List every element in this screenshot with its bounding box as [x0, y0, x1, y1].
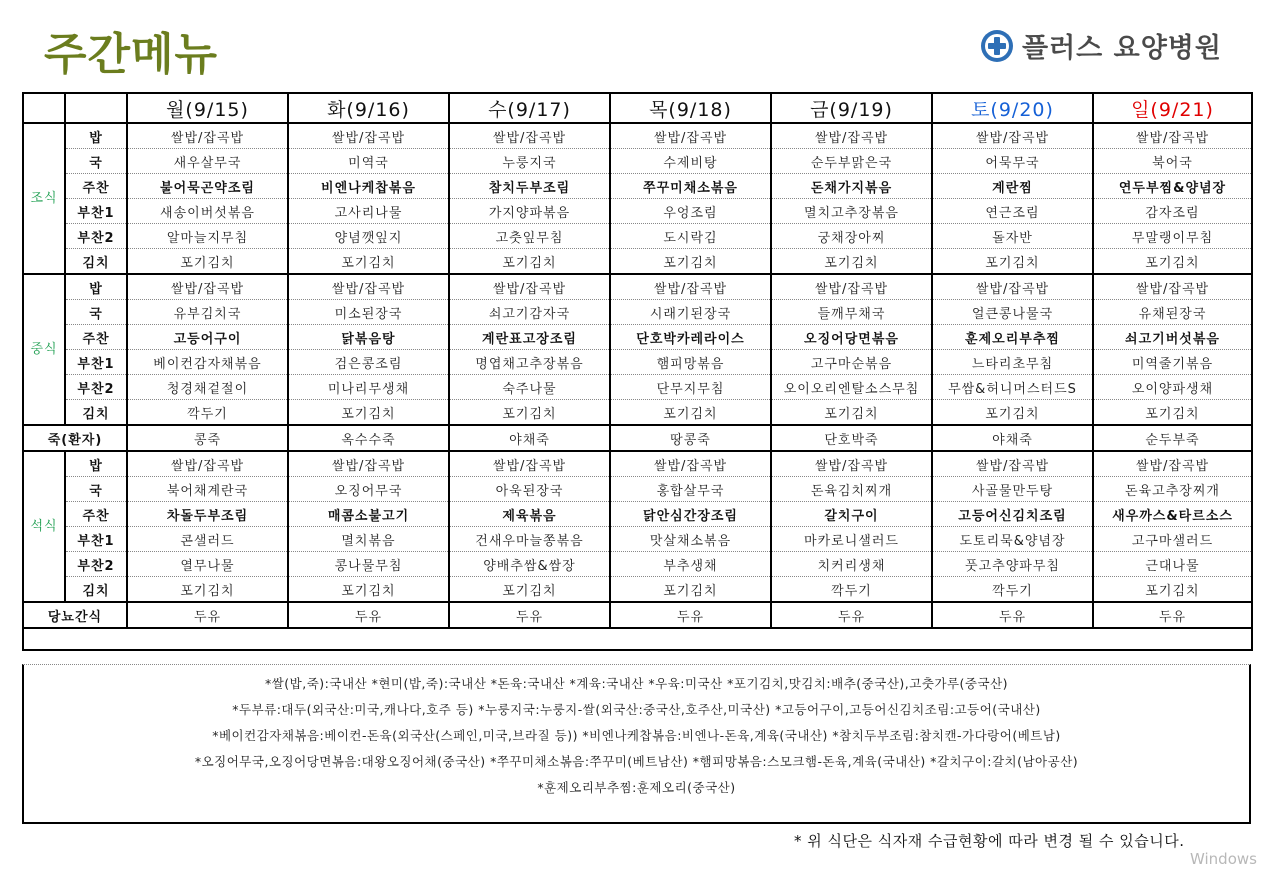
menu-cell: 땅콩죽	[610, 425, 771, 451]
spacer-row	[23, 628, 1252, 650]
category-label: 국	[65, 300, 127, 325]
menu-cell: 계란표고장조림	[449, 325, 610, 350]
menu-cell: 수제비탕	[610, 149, 771, 174]
menu-cell: 고등어신김치조림	[932, 502, 1093, 527]
menu-cell: 오징어당면볶음	[771, 325, 932, 350]
category-label: 부찬1	[65, 350, 127, 375]
menu-cell: 차돌두부조림	[127, 502, 288, 527]
menu-cell: 포기김치	[449, 577, 610, 603]
diabetic-snack-label: 당뇨간식	[23, 602, 127, 628]
category-label: 부찬2	[65, 224, 127, 249]
menu-cell: 깍두기	[771, 577, 932, 603]
category-label: 부찬2	[65, 375, 127, 400]
category-label: 주찬	[65, 325, 127, 350]
menu-cell: 제육볶음	[449, 502, 610, 527]
category-label: 국	[65, 149, 127, 174]
menu-cell: 새우까스&타르소스	[1093, 502, 1252, 527]
hospital-brand	[980, 26, 1222, 65]
menu-cell: 포기김치	[288, 400, 449, 426]
menu-cell: 단호박죽	[771, 425, 932, 451]
menu-row	[23, 274, 1252, 300]
category-label: 밥	[65, 274, 127, 300]
menu-cell: 쌀밥/잡곡밥	[610, 274, 771, 300]
menu-cell: 부추생채	[610, 552, 771, 577]
menu-cell: 새우살무국	[127, 149, 288, 174]
menu-cell: 유채된장국	[1093, 300, 1252, 325]
menu-row	[23, 400, 1252, 426]
menu-row	[23, 552, 1252, 577]
day-header: 일(9/21)	[1093, 93, 1252, 123]
menu-cell: 두유	[288, 602, 449, 628]
menu-cell: 쭈꾸미채소볶음	[610, 174, 771, 199]
menu-cell: 쌀밥/잡곡밥	[449, 451, 610, 477]
category-label: 밥	[65, 123, 127, 149]
category-label: 김치	[65, 400, 127, 426]
menu-cell: 두유	[771, 602, 932, 628]
menu-cell: 사골물만두탕	[932, 477, 1093, 502]
menu-cell: 쌀밥/잡곡밥	[127, 123, 288, 149]
menu-cell: 쌀밥/잡곡밥	[127, 451, 288, 477]
menu-cell: 얼큰콩나물국	[932, 300, 1093, 325]
menu-cell: 쌀밥/잡곡밥	[610, 123, 771, 149]
menu-cell: 포기김치	[1093, 400, 1252, 426]
menu-cell: 콩나물무침	[288, 552, 449, 577]
menu-cell: 포기김치	[127, 577, 288, 603]
menu-row	[23, 123, 1252, 149]
menu-cell: 건새우마늘쫑볶음	[449, 527, 610, 552]
menu-cell: 쌀밥/잡곡밥	[127, 274, 288, 300]
origin-note-line: *두부류:대두(외국산:미국,캐나다,호주 등) *누룽지국:누룽지-쌀(외국산:중국산,호주산,미국산) *고등어구이,고등어신김치조림:고등어(국내산)	[232, 702, 1041, 717]
menu-cell: 콩죽	[127, 425, 288, 451]
menu-cell: 아욱된장국	[449, 477, 610, 502]
menu-cell: 숙주나물	[449, 375, 610, 400]
menu-cell: 순두부죽	[1093, 425, 1252, 451]
menu-cell: 쌀밥/잡곡밥	[932, 274, 1093, 300]
menu-cell: 포기김치	[771, 400, 932, 426]
day-header-row	[23, 93, 1252, 123]
menu-cell: 쌀밥/잡곡밥	[449, 274, 610, 300]
menu-cell: 고구마샐러드	[1093, 527, 1252, 552]
windows-watermark: Windows	[1190, 850, 1257, 868]
menu-cell: 쌀밥/잡곡밥	[1093, 123, 1252, 149]
menu-cell: 포기김치	[1093, 249, 1252, 275]
menu-cell: 가지양파볶음	[449, 199, 610, 224]
menu-row	[23, 477, 1252, 502]
menu-cell: 포기김치	[932, 249, 1093, 275]
menu-cell: 북어국	[1093, 149, 1252, 174]
menu-cell: 열무나물	[127, 552, 288, 577]
menu-cell: 베이컨감자채볶음	[127, 350, 288, 375]
menu-cell: 두유	[1093, 602, 1252, 628]
menu-cell: 쌀밥/잡곡밥	[449, 123, 610, 149]
menu-cell: 느타리초무침	[932, 350, 1093, 375]
menu-cell: 쌀밥/잡곡밥	[288, 451, 449, 477]
menu-row	[23, 451, 1252, 477]
menu-cell: 고구마순볶음	[771, 350, 932, 375]
menu-cell: 포기김치	[127, 249, 288, 275]
menu-cell: 고춧잎무침	[449, 224, 610, 249]
menu-cell: 연두부찜&양념장	[1093, 174, 1252, 199]
menu-row	[23, 300, 1252, 325]
menu-cell: 쇠고기감자국	[449, 300, 610, 325]
hospital-name: 플러스 요양병원	[1022, 33, 1222, 64]
footnote: * 위 식단은 식자재 수급현황에 따라 변경 될 수 있습니다.	[794, 832, 1185, 850]
menu-cell: 쌀밥/잡곡밥	[1093, 274, 1252, 300]
origin-notes	[22, 664, 1251, 824]
menu-cell: 훈제오리부추찜	[932, 325, 1093, 350]
menu-cell: 풋고추양파무침	[932, 552, 1093, 577]
menu-cell: 포기김치	[449, 400, 610, 426]
menu-cell: 오징어무국	[288, 477, 449, 502]
menu-cell: 두유	[127, 602, 288, 628]
menu-cell: 양념깻잎지	[288, 224, 449, 249]
menu-cell: 도시락김	[610, 224, 771, 249]
page-title: 주간메뉴	[44, 29, 219, 80]
menu-cell: 돈육고추장찌개	[1093, 477, 1252, 502]
category-label: 부찬1	[65, 527, 127, 552]
menu-cell: 쌀밥/잡곡밥	[288, 274, 449, 300]
origin-note-line: *오징어무국,오징어당면볶음:대왕오징어채(중국산) *쭈꾸미채소볶음:쭈꾸미(베트남산) *햄피망볶음:스모크햄-돈육,계육(국내산) *갈치구이:갈치(남아공산)	[194, 754, 1079, 769]
spacer-cell	[23, 628, 1252, 650]
menu-cell: 홍합살무국	[610, 477, 771, 502]
menu-row	[23, 174, 1252, 199]
menu-cell: 쌀밥/잡곡밥	[771, 451, 932, 477]
menu-cell: 새송이버섯볶음	[127, 199, 288, 224]
day-header: 금(9/19)	[771, 93, 932, 123]
menu-cell: 매콤소불고기	[288, 502, 449, 527]
menu-cell: 감자조림	[1093, 199, 1252, 224]
menu-cell: 야채죽	[449, 425, 610, 451]
menu-cell: 포기김치	[610, 400, 771, 426]
menu-cell: 포기김치	[288, 577, 449, 603]
menu-cell: 불어묵곤약조림	[127, 174, 288, 199]
meal-label: 조식	[23, 123, 65, 274]
menu-cell: 쌀밥/잡곡밥	[932, 451, 1093, 477]
weekly-menu-table	[22, 92, 1253, 651]
menu-row	[23, 149, 1252, 174]
menu-cell: 오이양파생채	[1093, 375, 1252, 400]
day-header: 수(9/17)	[449, 93, 610, 123]
menu-cell: 양배추쌈&쌈장	[449, 552, 610, 577]
menu-cell: 미나리무생채	[288, 375, 449, 400]
menu-cell: 쌀밥/잡곡밥	[288, 123, 449, 149]
plus-circle-icon	[980, 29, 1014, 63]
menu-row	[23, 502, 1252, 527]
menu-row	[23, 224, 1252, 249]
day-header: 월(9/15)	[127, 93, 288, 123]
menu-cell: 쌀밥/잡곡밥	[771, 274, 932, 300]
menu-cell: 포기김치	[771, 249, 932, 275]
day-header: 토(9/20)	[932, 93, 1093, 123]
porridge-label: 죽(환자)	[23, 425, 127, 451]
menu-cell: 포기김치	[932, 400, 1093, 426]
category-label: 밥	[65, 451, 127, 477]
menu-cell: 어묵무국	[932, 149, 1093, 174]
menu-cell: 쌀밥/잡곡밥	[771, 123, 932, 149]
meal-label: 석식	[23, 451, 65, 602]
menu-cell: 고사리나물	[288, 199, 449, 224]
menu-cell: 포기김치	[1093, 577, 1252, 603]
menu-cell: 깍두기	[932, 577, 1093, 603]
menu-cell: 돈채가지볶음	[771, 174, 932, 199]
origin-note-line: *훈제오리부추찜:훈제오리(중국산)	[537, 780, 736, 795]
day-header: 목(9/18)	[610, 93, 771, 123]
menu-cell: 깍두기	[127, 400, 288, 426]
menu-cell: 쌀밥/잡곡밥	[1093, 451, 1252, 477]
menu-cell: 도토리묵&양념장	[932, 527, 1093, 552]
menu-cell: 닭안심간장조림	[610, 502, 771, 527]
menu-cell: 단호박카레라이스	[610, 325, 771, 350]
menu-cell: 미소된장국	[288, 300, 449, 325]
menu-cell: 근대나물	[1093, 552, 1252, 577]
category-label: 부찬1	[65, 199, 127, 224]
menu-cell: 미역줄기볶음	[1093, 350, 1252, 375]
menu-row	[23, 350, 1252, 375]
menu-cell: 유부김치국	[127, 300, 288, 325]
menu-cell: 연근조림	[932, 199, 1093, 224]
porridge-row	[23, 425, 1252, 451]
meal-label: 중식	[23, 274, 65, 425]
menu-cell: 돈육김치찌개	[771, 477, 932, 502]
menu-cell: 멸치볶음	[288, 527, 449, 552]
menu-cell: 검은콩조림	[288, 350, 449, 375]
menu-cell: 포기김치	[449, 249, 610, 275]
menu-row	[23, 249, 1252, 275]
menu-cell: 고등어구이	[127, 325, 288, 350]
diabetic-snack-row	[23, 602, 1252, 628]
menu-row	[23, 577, 1252, 603]
menu-cell: 계란찜	[932, 174, 1093, 199]
menu-cell: 미역국	[288, 149, 449, 174]
menu-cell: 순두부맑은국	[771, 149, 932, 174]
menu-cell: 옥수수죽	[288, 425, 449, 451]
menu-cell: 멸치고추장볶음	[771, 199, 932, 224]
menu-row	[23, 527, 1252, 552]
menu-cell: 시래기된장국	[610, 300, 771, 325]
menu-cell: 무말랭이무침	[1093, 224, 1252, 249]
origin-note-line: *쌀(밥,죽):국내산 *현미(밥,죽):국내산 *돈육:국내산 *계육:국내산 *우육:미국산 *포기김치,맛김치:배추(중국산),고춧가루(중국산)	[264, 676, 1009, 691]
menu-cell: 오이오리엔탈소스무침	[771, 375, 932, 400]
menu-cell: 쇠고기버섯볶음	[1093, 325, 1252, 350]
day-header: 화(9/16)	[288, 93, 449, 123]
menu-cell: 야채죽	[932, 425, 1093, 451]
menu-cell: 알마늘지무침	[127, 224, 288, 249]
menu-cell: 북어채계란국	[127, 477, 288, 502]
menu-cell: 쌀밥/잡곡밥	[610, 451, 771, 477]
menu-cell: 누룽지국	[449, 149, 610, 174]
menu-cell: 청경채겉절이	[127, 375, 288, 400]
menu-cell: 단무지무침	[610, 375, 771, 400]
menu-cell: 포기김치	[288, 249, 449, 275]
blank-header-cell	[65, 93, 127, 123]
menu-cell: 궁채장아찌	[771, 224, 932, 249]
menu-cell: 명엽채고추장볶음	[449, 350, 610, 375]
category-label: 부찬2	[65, 552, 127, 577]
menu-row	[23, 325, 1252, 350]
category-label: 국	[65, 477, 127, 502]
blank-header-cell	[23, 93, 65, 123]
menu-cell: 두유	[932, 602, 1093, 628]
category-label: 주찬	[65, 174, 127, 199]
menu-cell: 들깨무채국	[771, 300, 932, 325]
menu-cell: 우엉조림	[610, 199, 771, 224]
menu-cell: 갈치구이	[771, 502, 932, 527]
menu-row	[23, 375, 1252, 400]
menu-cell: 무쌈&허니머스터드S	[932, 375, 1093, 400]
menu-cell: 참치두부조림	[449, 174, 610, 199]
menu-cell: 두유	[449, 602, 610, 628]
menu-cell: 닭볶음탕	[288, 325, 449, 350]
menu-cell: 돌자반	[932, 224, 1093, 249]
menu-cell: 마카로니샐러드	[771, 527, 932, 552]
menu-cell: 치커리생채	[771, 552, 932, 577]
category-label: 주찬	[65, 502, 127, 527]
menu-cell: 쌀밥/잡곡밥	[932, 123, 1093, 149]
menu-cell: 햄피망볶음	[610, 350, 771, 375]
category-label: 김치	[65, 577, 127, 603]
menu-cell: 맛살채소볶음	[610, 527, 771, 552]
origin-note-line: *베이컨감자채볶음:베이컨-돈육(외국산(스페인,미국,브라질 등)) *비엔나케찹볶음:비엔나-돈육,계육(국내산) *참치두부조림:참치캔-가다랑어(베트남)	[212, 728, 1061, 743]
menu-cell: 비엔나케찹볶음	[288, 174, 449, 199]
menu-cell: 콘샐러드	[127, 527, 288, 552]
menu-cell: 포기김치	[610, 249, 771, 275]
menu-row	[23, 199, 1252, 224]
menu-cell: 두유	[610, 602, 771, 628]
menu-cell: 포기김치	[610, 577, 771, 603]
category-label: 김치	[65, 249, 127, 275]
